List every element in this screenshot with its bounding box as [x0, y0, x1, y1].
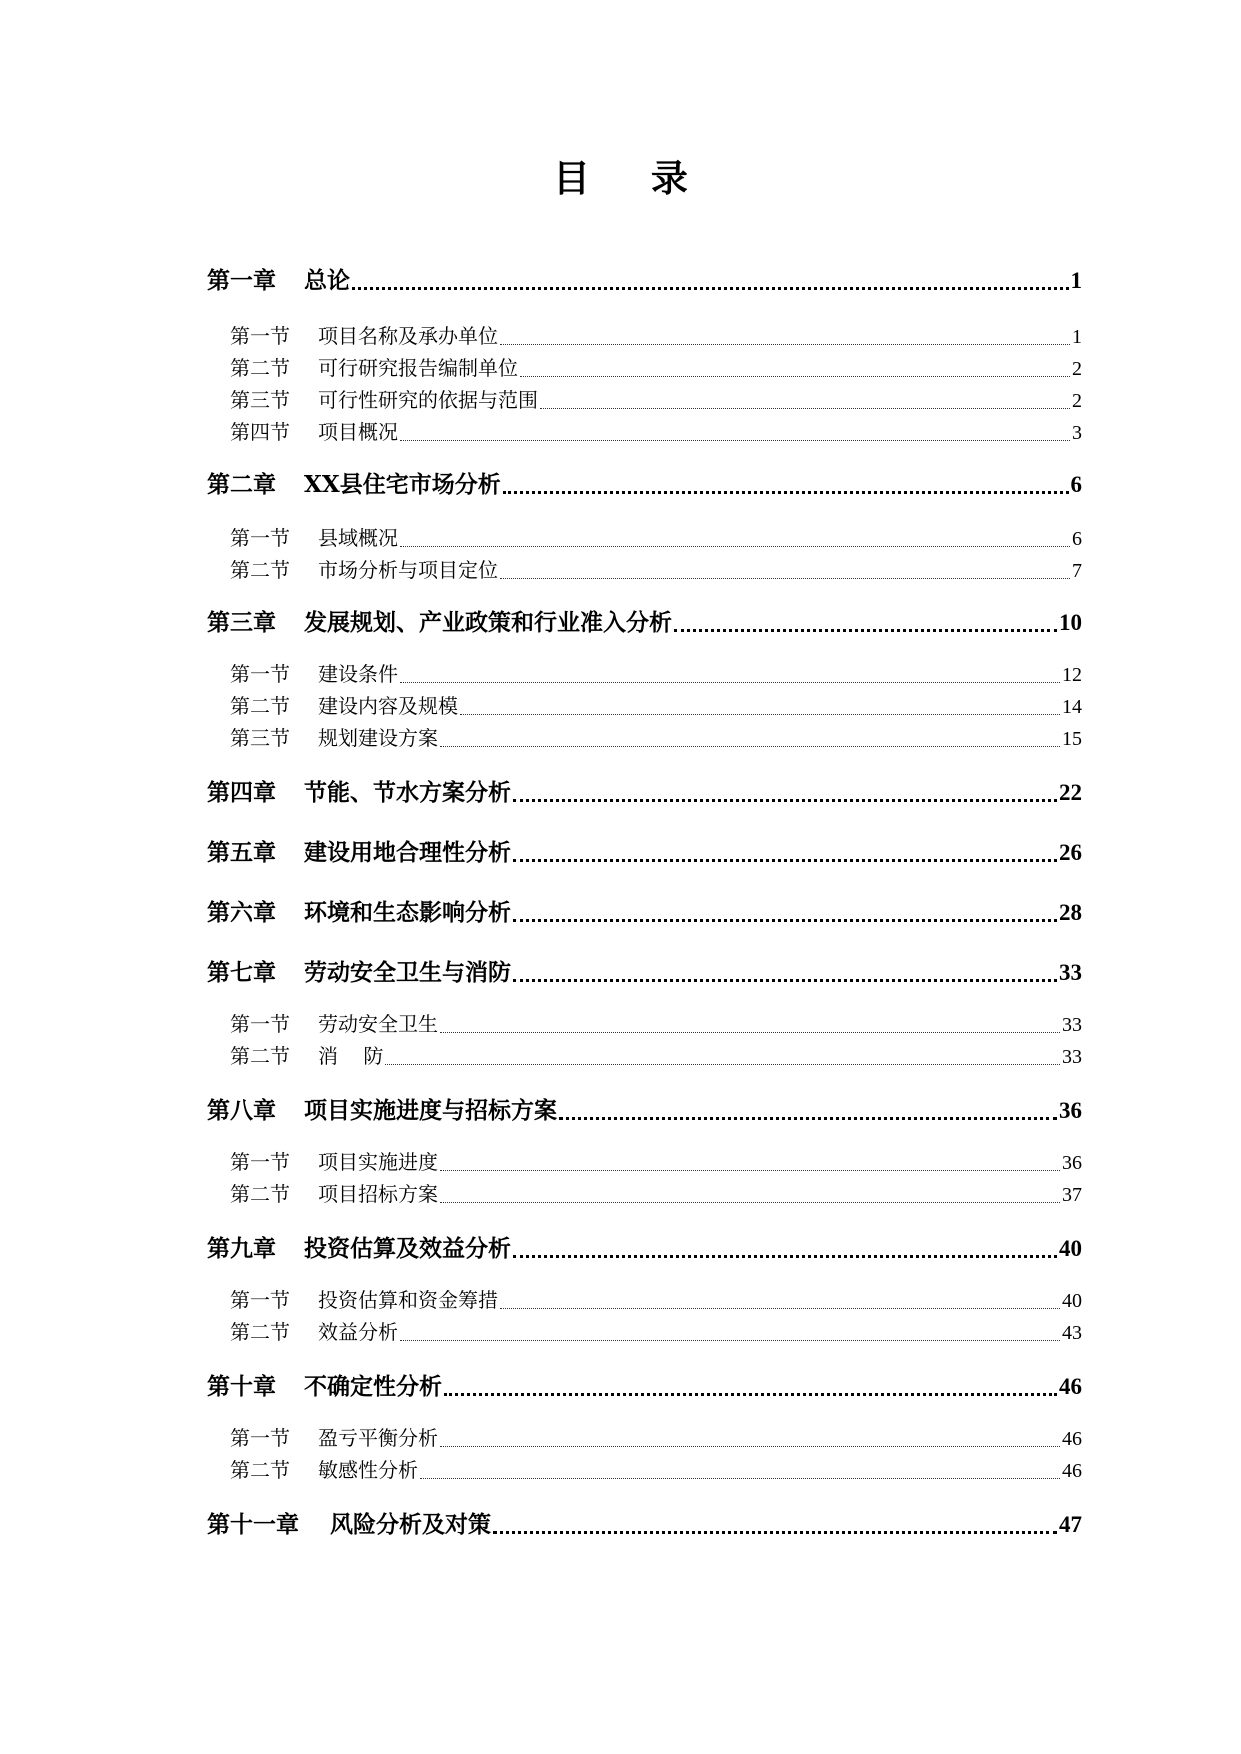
entry-page-number: 12 — [1062, 664, 1082, 686]
entry-page-number: 46 — [1062, 1460, 1082, 1482]
entry-title: 效益分析 — [318, 1320, 398, 1344]
entry-title: 县域概况 — [318, 526, 398, 550]
entry-number: 第一节 — [230, 1426, 290, 1450]
dot-leader — [503, 491, 1069, 494]
entry-title: 发展规划、产业政策和行业准入分析 — [304, 609, 672, 636]
entry-title: 敏感性分析 — [318, 1458, 418, 1482]
entry-title: 可行研究报告编制单位 — [318, 356, 518, 380]
dot-leader — [400, 1340, 1060, 1341]
dot-leader — [352, 287, 1069, 290]
entry-title: 项目实施进度 — [318, 1150, 438, 1174]
entry-title: 节能、节水方案分析 — [304, 779, 511, 806]
entry-number: 第一节 — [230, 526, 290, 550]
toc-section-entry[interactable] — [230, 522, 1082, 551]
entry-title: 投资估算和资金筹措 — [318, 1288, 498, 1312]
entry-page-number: 46 — [1059, 1374, 1082, 1399]
toc-section-entry[interactable] — [230, 320, 1082, 349]
entry-title: 劳动安全卫生 — [318, 1012, 438, 1036]
entry-number: 第十章 — [207, 1373, 276, 1400]
toc-chapter-entry[interactable] — [207, 1230, 1082, 1263]
entry-page-number: 26 — [1059, 840, 1082, 865]
toc-chapter-entry[interactable] — [207, 262, 1082, 295]
entry-number: 第六章 — [207, 899, 276, 926]
dot-leader — [440, 746, 1060, 747]
entry-title: 风险分析及对策 — [330, 1511, 491, 1538]
entry-page-number: 1 — [1072, 326, 1082, 348]
entry-number: 第一节 — [230, 1150, 290, 1174]
dot-leader — [440, 1032, 1060, 1033]
entry-number: 第二章 — [207, 471, 276, 498]
entry-number: 第二节 — [230, 356, 290, 380]
entry-page-number: 46 — [1062, 1428, 1082, 1450]
toc-chapter-entry[interactable] — [207, 774, 1082, 807]
entry-page-number: 36 — [1062, 1152, 1082, 1174]
entry-page-number: 22 — [1059, 780, 1082, 805]
toc-section-entry[interactable] — [230, 1008, 1082, 1037]
entry-page-number: 6 — [1070, 472, 1082, 497]
entry-title: 总论 — [304, 267, 350, 294]
toc-section-entry[interactable] — [230, 1146, 1082, 1175]
toc-chapter-entry[interactable] — [207, 894, 1082, 927]
dot-leader — [513, 1255, 1057, 1258]
toc-chapter-entry[interactable] — [207, 1368, 1082, 1401]
entry-title: 消 防 — [318, 1044, 384, 1068]
entry-number: 第九章 — [207, 1235, 276, 1262]
entry-number: 第二节 — [230, 1458, 290, 1482]
entry-number: 第二节 — [230, 558, 290, 582]
toc-section-entry[interactable] — [230, 352, 1082, 381]
entry-number: 第三节 — [230, 726, 290, 750]
toc-chapter-entry[interactable] — [207, 466, 1082, 499]
toc-section-entry[interactable] — [230, 722, 1082, 751]
page-title: 目 录 — [553, 156, 712, 200]
entry-page-number: 28 — [1059, 900, 1082, 925]
entry-number: 第一节 — [230, 1288, 290, 1312]
dot-leader — [513, 919, 1057, 922]
entry-page-number: 33 — [1059, 960, 1082, 985]
toc-section-entry[interactable] — [230, 658, 1082, 687]
entry-number: 第二节 — [230, 1044, 290, 1068]
entry-page-number: 36 — [1059, 1098, 1082, 1123]
entry-title: 市场分析与项目定位 — [318, 558, 498, 582]
dot-leader — [493, 1531, 1057, 1534]
entry-page-number: 43 — [1062, 1322, 1082, 1344]
entry-page-number: 40 — [1062, 1290, 1082, 1312]
dot-leader — [444, 1393, 1057, 1396]
toc-section-entry[interactable] — [230, 1284, 1082, 1313]
entry-number: 第二节 — [230, 1320, 290, 1344]
entry-page-number: 2 — [1072, 390, 1082, 412]
toc-chapter-entry[interactable] — [207, 954, 1082, 987]
entry-title: 不确定性分析 — [304, 1373, 442, 1400]
dot-leader — [440, 1446, 1060, 1447]
entry-page-number: 7 — [1072, 560, 1082, 582]
entry-page-number: 6 — [1072, 528, 1082, 550]
toc-section-entry[interactable] — [230, 554, 1082, 583]
dot-leader — [500, 344, 1070, 345]
entry-number: 第四节 — [230, 420, 290, 444]
dot-leader — [540, 408, 1070, 409]
toc-chapter-entry[interactable] — [207, 1092, 1082, 1125]
dot-leader — [400, 440, 1070, 441]
entry-number: 第五章 — [207, 839, 276, 866]
dot-leader — [674, 629, 1057, 632]
toc-section-entry[interactable] — [230, 416, 1082, 445]
entry-number: 第三节 — [230, 388, 290, 412]
dot-leader — [500, 1308, 1060, 1309]
entry-title: 项目实施进度与招标方案 — [304, 1097, 557, 1124]
entry-page-number: 3 — [1072, 422, 1082, 444]
entry-title: 项目招标方案 — [318, 1182, 438, 1206]
entry-number: 第七章 — [207, 959, 276, 986]
entry-page-number: 33 — [1062, 1046, 1082, 1068]
entry-page-number: 14 — [1062, 696, 1082, 718]
entry-number: 第二节 — [230, 1182, 290, 1206]
entry-number: 第三章 — [207, 609, 276, 636]
toc-chapter-entry[interactable] — [207, 834, 1082, 867]
toc-section-entry[interactable] — [230, 1040, 1082, 1069]
toc-section-entry[interactable] — [230, 1422, 1082, 1451]
toc-chapter-entry[interactable] — [207, 1506, 1082, 1539]
entry-number: 第四章 — [207, 779, 276, 806]
entry-page-number: 10 — [1059, 610, 1082, 635]
entry-title: 环境和生态影响分析 — [304, 899, 511, 926]
entry-page-number: 47 — [1059, 1512, 1082, 1537]
entry-title: 投资估算及效益分析 — [304, 1235, 511, 1262]
dot-leader — [385, 1064, 1060, 1065]
toc-section-entry[interactable] — [230, 1316, 1082, 1345]
entry-number: 第一节 — [230, 324, 290, 348]
toc-section-entry[interactable] — [230, 690, 1082, 719]
dot-leader — [520, 376, 1070, 377]
entry-number: 第一节 — [230, 1012, 290, 1036]
entry-title: 盈亏平衡分析 — [318, 1426, 438, 1450]
dot-leader — [460, 714, 1060, 715]
dot-leader — [513, 859, 1057, 862]
entry-number: 第十一章 — [207, 1511, 299, 1538]
entry-title: 可行性研究的依据与范围 — [318, 388, 538, 412]
entry-page-number: 40 — [1059, 1236, 1082, 1261]
entry-number: 第二节 — [230, 694, 290, 718]
dot-leader — [513, 799, 1057, 802]
entry-number: 第一节 — [230, 662, 290, 686]
entry-number: 第一章 — [207, 267, 276, 294]
entry-title: 建设用地合理性分析 — [304, 839, 511, 866]
entry-title: 建设内容及规模 — [318, 694, 458, 718]
dot-leader — [440, 1170, 1060, 1171]
entry-title: 项目名称及承办单位 — [318, 324, 498, 348]
entry-title: 规划建设方案 — [318, 726, 438, 750]
toc-section-entry[interactable] — [230, 384, 1082, 413]
toc-section-entry[interactable] — [230, 1178, 1082, 1207]
dot-leader — [420, 1478, 1060, 1479]
dot-leader — [400, 546, 1070, 547]
dot-leader — [440, 1202, 1060, 1203]
entry-page-number: 15 — [1062, 728, 1082, 750]
entry-number: 第八章 — [207, 1097, 276, 1124]
entry-page-number: 33 — [1062, 1014, 1082, 1036]
dot-leader — [500, 578, 1070, 579]
entry-page-number: 2 — [1072, 358, 1082, 380]
toc-section-entry[interactable] — [230, 1454, 1082, 1483]
entry-title: XX县住宅市场分析 — [304, 471, 501, 498]
entry-title: 建设条件 — [318, 662, 398, 686]
entry-title: 项目概况 — [318, 420, 398, 444]
entry-title: 劳动安全卫生与消防 — [304, 959, 511, 986]
dot-leader — [559, 1117, 1057, 1120]
toc-chapter-entry[interactable] — [207, 604, 1082, 637]
entry-page-number: 1 — [1070, 268, 1082, 293]
entry-page-number: 37 — [1062, 1184, 1082, 1206]
dot-leader — [400, 682, 1060, 683]
dot-leader — [513, 979, 1057, 982]
